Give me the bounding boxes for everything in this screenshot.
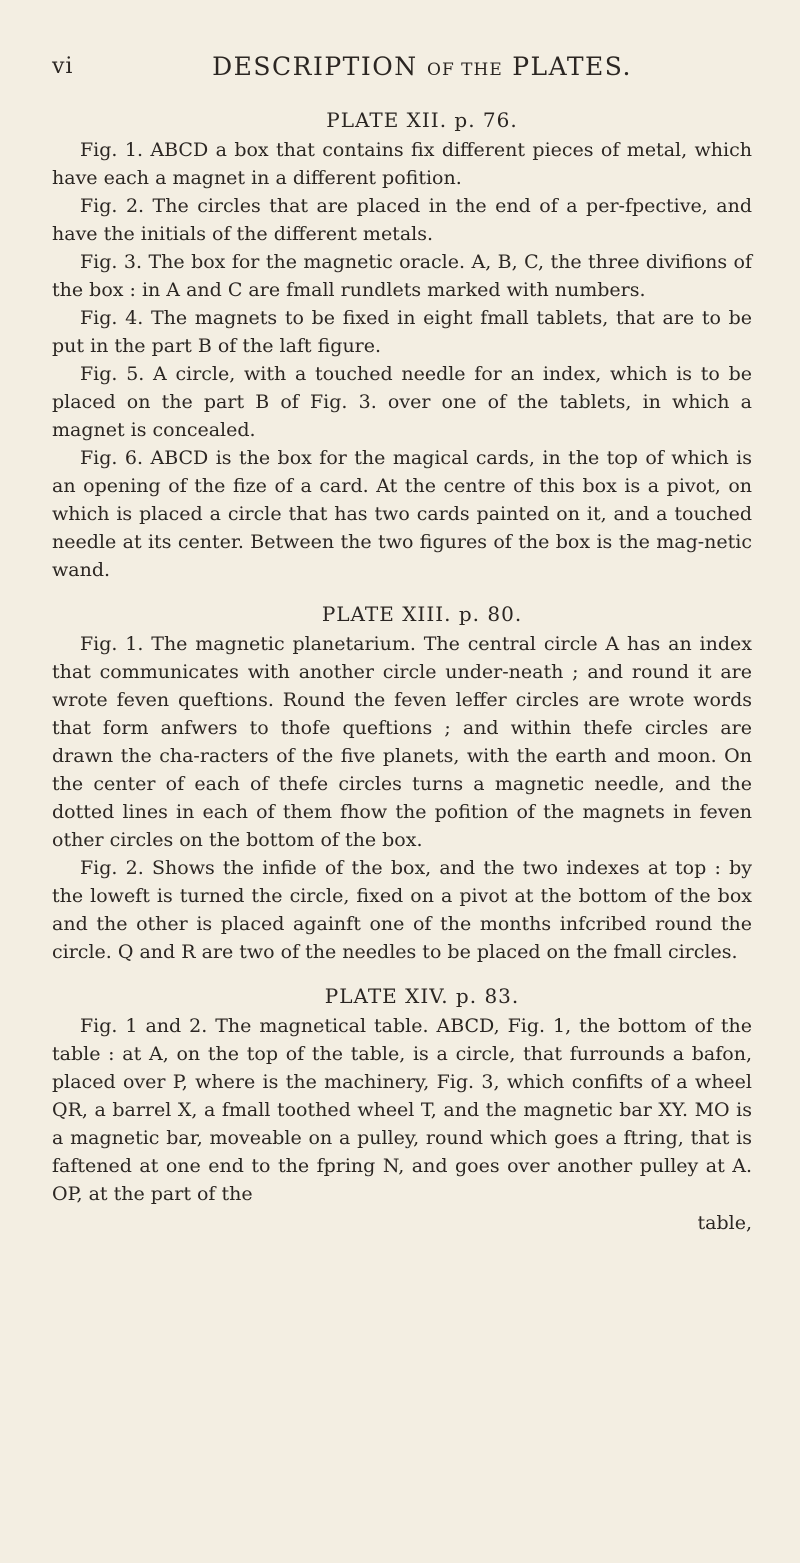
figure-description: Fig. 2. The circles that are placed in the end of a per-fpective, and have the initials of the different metals. bbox=[52, 195, 752, 245]
book-page bbox=[52, 52, 752, 1234]
running-title-main: DESCRIPTION bbox=[212, 52, 418, 81]
figure-description: Fig. 5. A circle, with a touched needle for an index, which is to be placed on the part B of Fig. 3. over one of the tablets, in which a magnet is concealed. bbox=[52, 363, 752, 441]
running-title-small: OF THE bbox=[427, 60, 503, 80]
figure-description: Fig. 6. ABCD is the box for the magical cards, in the top of which is an opening of the fize of a card. At the centre of this box is a pivot, on which is placed a circle that has two cards painted on it, and a touched needle at its center. Between the two figures of the box is the mag-netic wand. bbox=[52, 447, 752, 581]
figure-description: Fig. 2. Shows the infide of the box, and the two indexes at top : by the loweft is turned the circle, fixed on a pivot at the bottom of the box and the other is placed againft one of the months infcribed round the circle. Q and R are two of the needles to be placed on the fmall circles. bbox=[52, 857, 752, 963]
page-number: vi bbox=[52, 54, 74, 79]
running-head bbox=[52, 52, 752, 86]
figure-description: Fig. 1. The magnetic planetarium. The central circle A has an index that communicates with another circle under-neath ; and round it are wrote feven queftions. Round the feven leffer circles are wrote words that form anfwers to thofe queftions ; and within thefe circles are drawn the cha-racters of the five planets, with the earth and moon. On the center of each of thefe circles turns a magnetic needle, and the dotted lines in each of them fhow the pofition of the magnets in feven other circles on the bottom of the box. bbox=[52, 633, 752, 851]
figure-description: Fig. 1 and 2. The magnetical table. ABCD, Fig. 1, the bottom of the table : at A, on the top of the table, is a circle, that furrounds a bafon, placed over P, where is the machinery, Fig. 3, which confifts of a wheel QR, a barrel X, a fmall toothed wheel T, and the magnetic bar XY. MO is a magnetic bar, moveable on a pulley, round which goes a ftring, that is faftened at one end to the fpring N, and goes over another pulley at A. OP, at the part of the bbox=[52, 1015, 752, 1205]
plate-xiii-section bbox=[52, 602, 752, 966]
plate-xii-section bbox=[52, 108, 752, 584]
running-title bbox=[92, 52, 752, 81]
plate-title: PLATE XIII. p. 80. bbox=[321, 602, 523, 626]
figure-description: Fig. 4. The magnets to be fixed in eight fmall tablets, that are to be put in the part B of the laft figure. bbox=[52, 307, 752, 357]
figure-description: Fig. 1. ABCD a box that contains fix different pieces of metal, which have each a magnet in a different pofition. bbox=[52, 139, 752, 189]
plate-title: PLATE XIV. p. 83. bbox=[324, 984, 520, 1008]
catchword: table, bbox=[697, 1212, 752, 1234]
plate-xiv-section bbox=[52, 984, 752, 1234]
running-title-end: PLATES. bbox=[512, 52, 632, 81]
figure-description: Fig. 3. The box for the magnetic oracle. A, B, C, the three divifions of the box : in A and C are fmall rundlets marked with numbers. bbox=[52, 251, 752, 301]
plate-title: PLATE XII. p. 76. bbox=[326, 108, 518, 132]
